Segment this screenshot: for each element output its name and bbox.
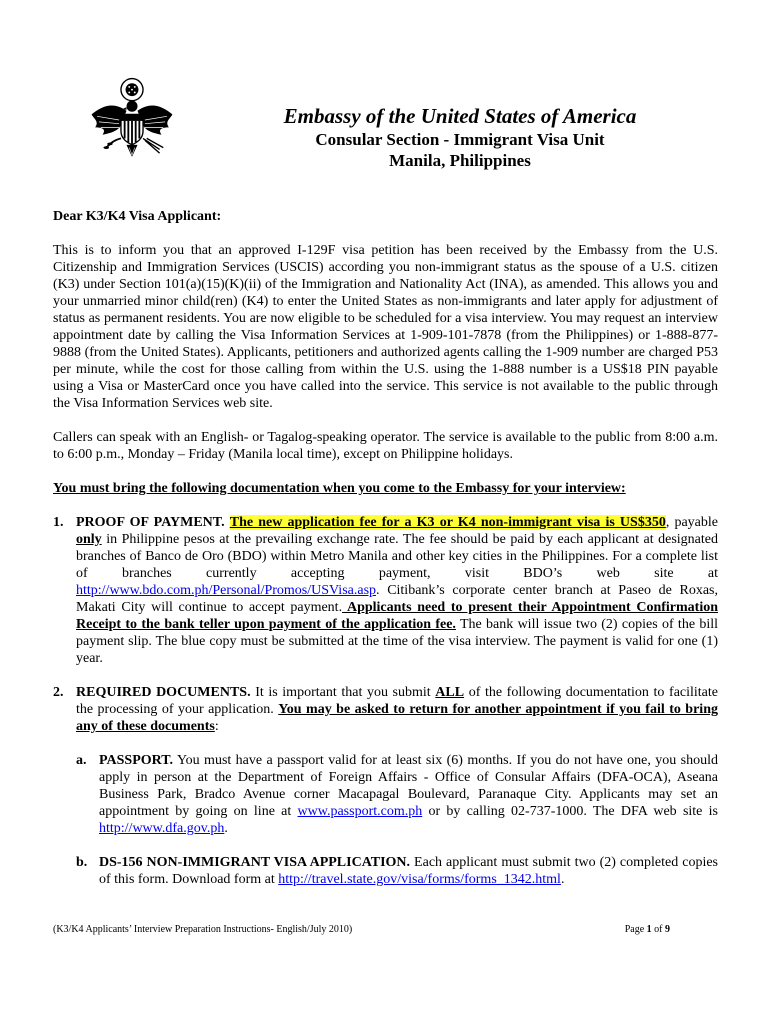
text-run: , payable — [665, 515, 719, 530]
sub-item-letter: a. — [76, 753, 87, 768]
item-text — [76, 684, 718, 735]
letterhead — [180, 104, 740, 171]
text-run: . Citibank’s corporate center branch at Paseo de Roxas, Makati City will continue to accept payment. — [76, 583, 718, 615]
text-run: You must have a passport valid for at least six (6) months. If you do not have one, you should apply in person at the Department of Foreign Affairs - Office of Consular Affairs (DFA-OCA), Aseana Business Park, Bradco Avenue corner Macapagal Boulevard, Paranaque City. Applicants may set an appointment by going on line at — [99, 753, 718, 819]
footer-document-title: (K3/K4 Applicants’ Interview Preparation Instructions- English/July 2010) — [53, 924, 353, 935]
letter-body — [53, 208, 718, 905]
list-item-proof-of-payment — [53, 514, 718, 667]
sub-item-letter: b. — [76, 855, 88, 870]
text-run: in Philippine pesos at the prevailing exchange rate. The fee should be paid by each applicant at designated branches of Banco de Oro (BDO) within Metro Manila and other key cities in the Philippines. For a complete list of branches currently accepting payment, visit BDO’s web site at — [76, 532, 718, 581]
receipt-notice: Applicants need to present their Appointment Confirmation Receipt to the bank teller upon payment of the application fee. — [76, 600, 718, 632]
all-emphasis: ALL — [435, 685, 465, 700]
text-run: of the following documentation to facilitate the processing of your application. — [76, 685, 718, 717]
fee-highlight: The new application fee for a K3 or K4 non-immigrant visa is US$350 — [229, 515, 666, 530]
item-heading: PROOF OF PAYMENT. — [76, 515, 225, 530]
text-run: : — [214, 719, 219, 734]
section-title: Consular Section - Immigrant Visa Unit — [315, 130, 605, 149]
text-run: Each applicant must submit two (2) completed copies of this form. Download form at — [99, 855, 718, 887]
sub-item-ds156 — [53, 854, 718, 888]
documentation-instruction: You must bring the following documentation when you come to the Embassy for your interview: — [53, 481, 626, 496]
current-page: 1 — [646, 924, 652, 935]
sub-item-passport — [53, 752, 718, 837]
sub-item-heading: PASSPORT. — [99, 753, 174, 768]
bdo-link[interactable]: http://www.bdo.com.ph/Personal/Promos/USVisa.asp — [76, 583, 377, 598]
embassy-title: Embassy of the United States of America — [283, 104, 637, 128]
page-prefix: Page — [624, 924, 647, 935]
total-pages: 9 — [665, 924, 670, 935]
text-run: . — [560, 872, 565, 887]
ds156-form-link[interactable]: http://travel.state.gov/visa/forms/forms_1342.html — [278, 872, 561, 887]
item-number: 2. — [53, 685, 64, 700]
item-heading: REQUIRED DOCUMENTS. — [76, 685, 251, 700]
sub-item-heading: DS-156 NON-IMMIGRANT VISA APPLICATION. — [99, 855, 411, 870]
only-emphasis: only — [76, 532, 102, 547]
intro-paragraph: This is to inform you that an approved I-129F visa petition has been received by the Embassy from the U.S. Citizenship and Immigration Services (USCIS) according you non-immigrant status as the spouse of a U.S. citizen (K3) under Section 101(a)(15)(K)(ii) of the Immigration and Nationality Act (INA), as amended. This allows you and your unmarried minor child(ren) (K4) to enter the United States as non-immigrants and later apply for adjustment of status as permanent residents. You are now eligible to be scheduled for a visa interview. You may request an interview appointment date by calling the Visa Information Services at 1-909-101-7878 (from the Philippines) or 1-888-877-9888 (from the United States). Applicants, petitioners and authorized agents calling the 1-909 number are charged P53 per minute, while the cost for those calling from within the U.S. using the 1-888 number is a US$18 PIN payable using a Visa or MasterCard once you have called into the service. This service is not available to the public through the Visa Information Services web site. — [53, 243, 718, 411]
location-title: Manila, Philippines — [389, 151, 531, 170]
text-run: The bank will issue two (2) copies of the bill payment slip. The blue copy must be submitted at the time of the visa interview. The payment is valid for one (1) year. — [76, 617, 719, 666]
page-number — [625, 924, 670, 935]
sub-item-text — [99, 854, 718, 888]
text-run: or by calling 02-737-1000. The DFA web site is — [422, 804, 718, 819]
great-seal-eagle-icon — [86, 74, 178, 166]
item-number: 1. — [53, 515, 64, 530]
return-warning: You may be asked to return for another appointment if you fail to bring any of these documents — [76, 702, 718, 734]
item-text — [76, 514, 718, 667]
salutation: Dear K3/K4 Visa Applicant: — [53, 209, 222, 224]
passport-link[interactable]: www.passport.com.ph — [297, 804, 423, 819]
sub-item-text — [99, 752, 718, 837]
page-separator: of — [651, 924, 665, 935]
text-run: It is important that you submit — [250, 685, 436, 700]
callers-paragraph: Callers can speak with an English- or Tagalog-speaking operator. The service is available to the public from 8:00 a.m. to 6:00 p.m., Monday – Friday (Manila local time), except on Philippine holidays. — [53, 430, 718, 462]
text-run: . — [224, 821, 228, 836]
dfa-link[interactable]: http://www.dfa.gov.ph — [99, 821, 225, 836]
list-item-required-documents — [53, 684, 718, 735]
